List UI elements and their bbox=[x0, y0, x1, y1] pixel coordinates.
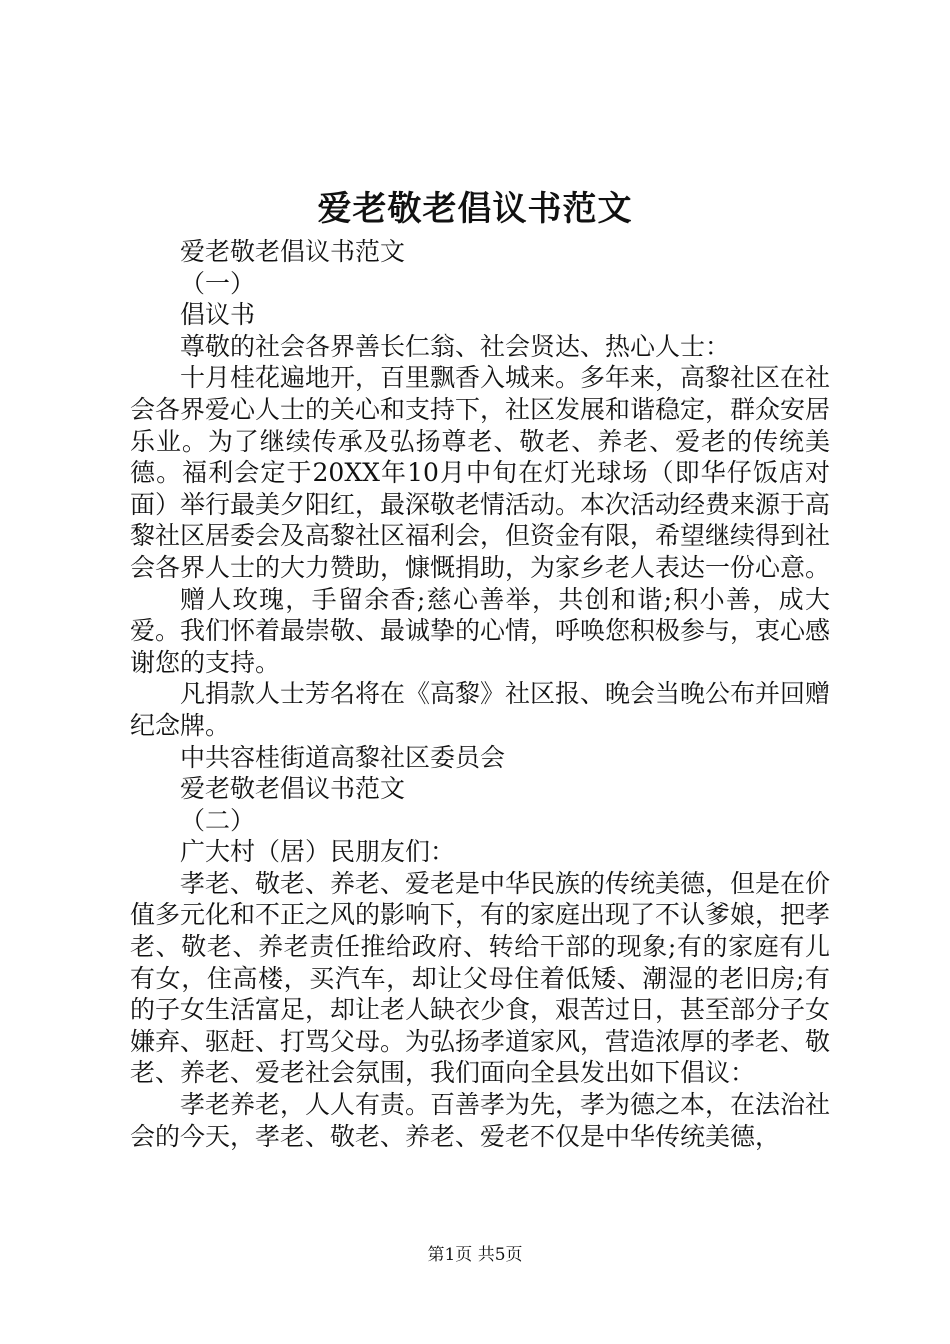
paragraph: 孝老养老，人人有责。百善孝为先，孝为德之本，在法治社会的今天，孝老、敬老、养老、爱老不仅是中华传统美德， bbox=[130, 1090, 831, 1151]
salutation: 尊敬的社会各界善长仁翁、社会贤达、热心人士： bbox=[180, 331, 731, 361]
proposal-label: 倡议书 bbox=[180, 300, 256, 330]
salutation: 广大村（居）民朋友们： bbox=[180, 837, 456, 867]
paragraph: 孝老、敬老、养老、爱老是中华民族的传统美德，但是在价值多元化和不正之风的影响下，有的家庭出现了不认爹娘，把孝老、敬老、养老责任推给政府、转给干部的现象;有的家庭有儿有女，住高楼，买汽车，却让父母住着低矮、潮湿的老旧房;有的子女生活富足，却让老人缺衣少食，艰苦过日，甚至部分子女嫌弃、驱赶、打骂父母。为弘扬孝道家风，营造浓厚的孝老、敬老、养老、爱老社会氛围，我们面向全县发出如下倡议： bbox=[130, 868, 831, 1088]
section-heading: 爱老敬老倡议书范文 bbox=[180, 774, 406, 804]
paragraph: 赠人玫瑰，手留余香;慈心善举，共创和谐;积小善，成大爱。我们怀着最崇敬、最诚挚的心情，呼唤您积极参与，衷心感谢您的支持。 bbox=[130, 584, 831, 677]
signature-organization: 中共容桂街道高黎社区委员会 bbox=[180, 742, 506, 772]
page-footer: 第1页 共5页 bbox=[427, 1245, 523, 1265]
section-heading: 爱老敬老倡议书范文 bbox=[180, 237, 406, 266]
section-number: （二） bbox=[180, 805, 256, 835]
document-title: 爱老敬老倡议书范文 bbox=[317, 189, 633, 229]
paragraph: 凡捐款人士芳名将在《高黎》社区报、晚会当晚公布并回赠纪念牌。 bbox=[130, 679, 831, 740]
paragraph: 十月桂花遍地开，百里飘香入城来。多年来，高黎社区在社会各界爱心人士的关心和支持下，社区发展和谐稳定，群众安居乐业。为了继续传承及弘扬尊老、敬老、养老、爱老的传统美德。福利会定于20XX年10月中旬在灯光球场（即华仔饭店对面）举行最美夕阳红，最深敬老情活动。本次活动经费来源于高黎社区居委会及高黎社区福利会，但资金有限，希望继续得到社会各界人士的大力赞助，慷慨捐助，为家乡老人表达一份心意。 bbox=[130, 363, 831, 582]
section-number: （一） bbox=[180, 268, 256, 298]
document-body bbox=[130, 236, 830, 1152]
